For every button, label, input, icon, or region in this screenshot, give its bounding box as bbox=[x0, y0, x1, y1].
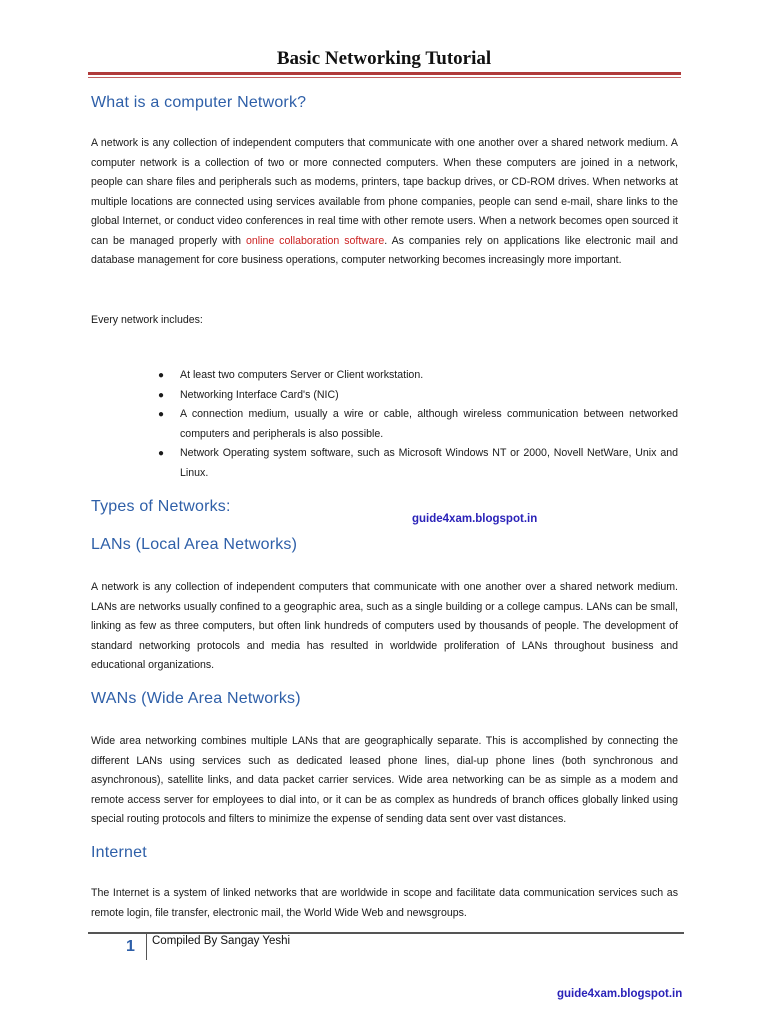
footer-vertical-divider bbox=[146, 934, 147, 960]
list-item bbox=[150, 444, 678, 483]
list-item bbox=[150, 386, 678, 406]
list-item-text: Networking Interface Card's (NIC) bbox=[180, 388, 339, 401]
bullet-icon: ● bbox=[158, 370, 165, 381]
bullet-icon: ● bbox=[158, 389, 165, 401]
footer-divider bbox=[88, 932, 684, 934]
list-item-text: Network Operating system software, such as Microsoft Windows NT or 2000, Novell NetWare, Unix and Linux. bbox=[180, 447, 678, 479]
includes-intro: Every network includes: bbox=[91, 314, 203, 326]
paragraph-text-end: . As companies rely on applications like electronic mail and database management for core business operations, computer networking becomes increasingly more important. bbox=[91, 234, 678, 266]
list-item bbox=[150, 366, 678, 386]
title-divider bbox=[88, 72, 681, 75]
compiled-by-label: Compiled By Sangay Yeshi bbox=[152, 935, 291, 947]
section-heading-computer-network: What is a computer Network? bbox=[91, 94, 307, 111]
computer-network-paragraph bbox=[91, 134, 678, 271]
internet-heading: Internet bbox=[91, 844, 147, 861]
list-item bbox=[150, 405, 678, 444]
network-includes-list bbox=[150, 366, 678, 483]
page-number: 1 bbox=[126, 938, 135, 955]
wans-heading: WANs (Wide Area Networks) bbox=[91, 690, 301, 707]
types-of-networks-heading: Types of Networks: bbox=[91, 498, 231, 515]
title-divider-thin bbox=[88, 77, 681, 78]
online-collaboration-link[interactable]: online collaboration software bbox=[245, 234, 385, 247]
footer-watermark-link[interactable]: guide4xam.blogspot.in bbox=[557, 988, 683, 1000]
paragraph-text-start: A network is any collection of independent computers that communicate with one another over a shared network medium. A computer network is a collection of two or more connected computers. When these computers are joined in a network, people can share files and peripherals such as modems, printers, tape backup drives, or CD-ROM drives. When networks at multiple locations are connected using services available from phone companies, people can send e-mail, share links to the global Internet, or conduct video conferences in real time with other remote users. When a network becomes open sourced it can be managed properly with bbox=[91, 137, 678, 247]
list-item-text: At least two computers Server or Client workstation. bbox=[180, 369, 424, 381]
list-item-text: A connection medium, usually a wire or cable, although wireless communication between networked computers and peripherals is also possible. bbox=[180, 408, 678, 440]
internet-paragraph: The Internet is a system of linked networks that are worldwide in scope and facilitate data communication services such as remote login, file transfer, electronic mail, the World Wide Web and newsgroups. bbox=[91, 887, 678, 919]
bullet-icon: ● bbox=[158, 448, 165, 459]
watermark-link[interactable]: guide4xam.blogspot.in bbox=[412, 513, 538, 525]
lans-heading: LANs (Local Area Networks) bbox=[91, 536, 298, 553]
lans-paragraph: A network is any collection of independent computers that communicate with one another over a shared network medium. LANs are networks usually confined to a geographic area, such as a single building or a college campus. LANs can be small, linking as few as three computers, but often link hundreds of computers used by thousands of people. The development of standard networking protocols and media has resulted in worldwide proliferation of LANs throughout business and educational organizations. bbox=[91, 581, 678, 671]
page-title: Basic Networking Tutorial bbox=[276, 48, 492, 69]
bullet-icon: ● bbox=[158, 409, 165, 420]
wans-paragraph: Wide area networking combines multiple LANs that are geographically separate. This is accomplished by connecting the different LANs using services such as dedicated leased phone lines, dial-up phone lines (both synchronous and asynchronous), satellite links, and data packet carrier services. Wide area networking can be as simple as a modem and remote access server for employees to dial into, or it can be as complex as hundreds of branch offices globally linked using special routing protocols and filters to minimize the expense of sending data sent over vast distances. bbox=[91, 735, 678, 825]
